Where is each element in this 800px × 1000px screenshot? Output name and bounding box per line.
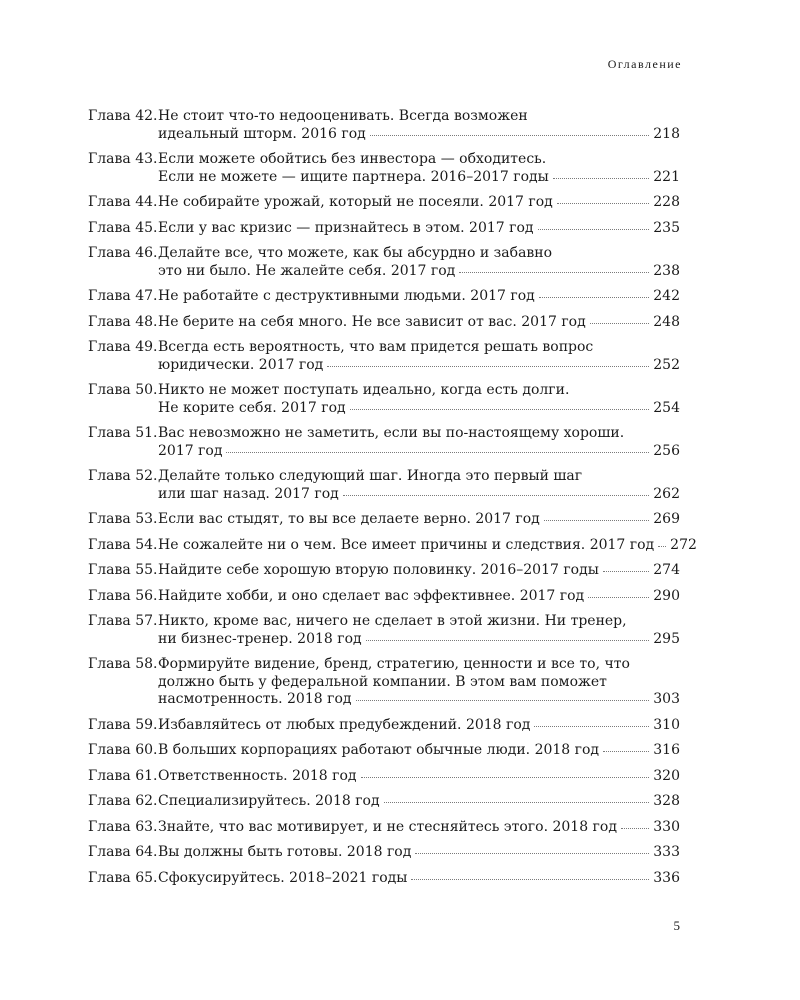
toc-page-number: 330: [653, 818, 680, 835]
toc-page-number: 328: [653, 793, 680, 809]
toc-title-line: Найдите хобби, и оно сделает вас эффективнее. 2017 год: [158, 587, 585, 604]
toc-title-line: Если не можете — ищите партнера. 2016–2017 годы: [158, 168, 549, 185]
toc-page-number: 238: [653, 262, 680, 279]
toc-title-lastline: [158, 631, 680, 649]
toc-title-line: Ответственность. 2018 год: [158, 767, 357, 784]
toc-chapter-label: Глава 55.: [88, 562, 158, 578]
toc-title: [158, 194, 680, 212]
toc-entry: [88, 314, 680, 332]
dot-leader: [361, 777, 650, 778]
toc-title: [158, 717, 680, 735]
toc-chapter-label: Глава 59.: [88, 716, 158, 733]
dot-leader: [534, 726, 649, 727]
dot-leader: [603, 571, 649, 572]
toc-entry: [88, 288, 680, 306]
dot-leader: [459, 272, 649, 273]
toc-title-lastline: [158, 793, 680, 811]
toc-title: [158, 656, 680, 709]
toc-title-lastline: [158, 400, 680, 418]
toc-title-lastline: [158, 263, 680, 281]
toc-title-lastline: [158, 844, 680, 862]
toc-chapter-label: Глава 43.: [88, 151, 158, 167]
toc-title: [158, 768, 680, 786]
toc-title-line: Специализируйтесь. 2018 год: [158, 793, 380, 809]
toc-title-line: Формируйте видение, бренд, стратегию, ценности и все то, что: [158, 656, 630, 672]
toc-title-line: должно быть у федеральной компании. В этом вам поможет: [158, 673, 607, 690]
toc-title: [158, 613, 680, 648]
toc-entry: [88, 819, 680, 837]
toc-page-number: 235: [653, 219, 680, 236]
toc-entry: [88, 425, 680, 460]
toc-entry: [88, 151, 680, 186]
toc-title-line: Вас невозможно не заметить, если вы по-настоящему хороши.: [158, 425, 625, 441]
dot-leader: [538, 229, 650, 230]
toc-title-lastline: [158, 819, 680, 837]
toc-title-line: Делайте все, что можете, как бы абсурдно и забавно: [158, 245, 553, 261]
toc-page-number: 269: [653, 511, 680, 527]
toc-title-line: Не стоит что-то недооценивать. Всегда возможен: [158, 108, 528, 124]
toc-chapter-label: Глава 57.: [88, 613, 158, 629]
toc-entry: [88, 108, 680, 143]
toc-chapter-label: Глава 61.: [88, 767, 158, 784]
toc-title: [158, 314, 680, 332]
toc-page-number: 254: [653, 399, 680, 416]
toc-entry: [88, 768, 680, 786]
toc-entry: [88, 844, 680, 862]
toc-title-line: Если можете обойтись без инвестора — обходитесь.: [158, 151, 547, 167]
toc-page-number: 248: [653, 313, 680, 330]
toc-page-number: 295: [653, 630, 680, 647]
toc-chapter-label: Глава 51.: [88, 425, 158, 441]
dot-leader: [557, 203, 649, 204]
toc-title-line: Если у вас кризис — признайтесь в этом. 2017 год: [158, 219, 534, 236]
toc-page-number: 252: [653, 356, 680, 373]
toc-entry: [88, 339, 680, 374]
toc-chapter-label: Глава 64.: [88, 844, 158, 860]
toc-title-line: Вы должны быть готовы. 2018 год: [158, 844, 412, 860]
toc-chapter-label: Глава 52.: [88, 468, 158, 484]
toc-title-line: Всегда есть вероятность, что вам придется решать вопрос: [158, 339, 594, 355]
toc-title: [158, 220, 680, 238]
toc-title-line: юридически. 2017 год: [158, 356, 324, 373]
table-of-contents: [88, 108, 697, 895]
toc-chapter-label: Глава 62.: [88, 793, 158, 809]
toc-page-number: 274: [653, 562, 680, 578]
toc-title: [158, 151, 680, 186]
toc-chapter-label: Глава 60.: [88, 742, 158, 758]
toc-title-line: Не сожалейте ни о чем. Все имеет причины и следствия. 2017 год: [158, 536, 655, 553]
toc-page-number: 262: [653, 485, 680, 502]
dot-leader: [539, 297, 650, 298]
toc-page-number: 316: [653, 742, 680, 758]
toc-entry: [88, 613, 680, 648]
toc-title: [158, 870, 680, 888]
toc-page-number: 320: [653, 767, 680, 784]
dot-leader: [343, 495, 649, 496]
toc-chapter-label: Глава 54.: [88, 536, 158, 553]
toc-title: [158, 108, 680, 143]
toc-entry: [88, 536, 697, 555]
toc-title-lastline: [158, 691, 680, 709]
toc-title-line: это ни было. Не жалейте себя. 2017 год: [158, 262, 456, 279]
dot-leader: [370, 135, 650, 136]
toc-title-line: Никто, кроме вас, ничего не сделает в этой жизни. Ни тренер,: [158, 613, 627, 629]
toc-title-line: Не берите на себя много. Не все зависит от вас. 2017 год: [158, 313, 586, 330]
toc-title: [158, 793, 680, 811]
toc-chapter-label: Глава 46.: [88, 245, 158, 261]
toc-chapter-label: Глава 63.: [88, 818, 158, 835]
toc-title-lastline: [158, 486, 680, 504]
toc-chapter-label: Глава 49.: [88, 339, 158, 355]
dot-leader: [366, 640, 650, 641]
toc-title-line: Никто не может поступать идеально, когда есть долги.: [158, 382, 570, 398]
toc-title-line: ни бизнес-тренер. 2018 год: [158, 630, 362, 647]
toc-entry: [88, 220, 680, 238]
toc-entry: [88, 562, 680, 580]
toc-entry: [88, 870, 680, 888]
toc-page-number: 333: [653, 844, 680, 860]
toc-chapter-label: Глава 48.: [88, 313, 158, 330]
toc-page-number: 228: [653, 194, 680, 210]
toc-title-line: Сфокусируйтесь. 2018–2021 годы: [158, 869, 408, 886]
toc-title-line: Если вас стыдят, то вы все делаете верно. 2017 год: [158, 511, 540, 527]
toc-page-number: 336: [653, 869, 680, 886]
toc-title-line: идеальный шторм. 2016 год: [158, 125, 366, 142]
toc-page-number: 290: [653, 587, 680, 604]
toc-title-line: или шаг назад. 2017 год: [158, 485, 339, 502]
toc-title-lastline: [158, 742, 680, 760]
toc-title-lastline: [158, 357, 680, 375]
toc-chapter-label: Глава 45.: [88, 219, 158, 236]
toc-title-line: Найдите себе хорошую вторую половинку. 2016–2017 годы: [158, 562, 599, 578]
toc-title-lastline: [158, 870, 680, 888]
toc-title-line: Избавляйтесь от любых предубеждений. 2018 год: [158, 716, 531, 733]
toc-entry: [88, 793, 680, 811]
toc-entry: [88, 717, 680, 735]
toc-title-lastline: [158, 220, 680, 238]
toc-title-lastline: [158, 717, 680, 735]
toc-title: [158, 511, 680, 529]
toc-entry: [88, 511, 680, 529]
toc-title-lastline: [158, 511, 680, 529]
toc-entry: [88, 245, 680, 280]
toc-entry: [88, 588, 680, 606]
dot-leader: [350, 409, 650, 410]
running-head: Оглавление: [607, 57, 682, 71]
toc-title: [158, 245, 680, 280]
toc-title-line: Делайте только следующий шаг. Иногда это первый шаг: [158, 468, 583, 484]
toc-title: [158, 288, 680, 306]
toc-entry: [88, 742, 680, 760]
toc-chapter-label: Глава 44.: [88, 194, 158, 210]
toc-title-lastline: [158, 536, 697, 555]
dot-leader: [544, 520, 649, 521]
toc-entry: [88, 194, 680, 212]
toc-page-number: 272: [670, 536, 697, 553]
toc-entry: [88, 656, 680, 709]
toc-title-line: Не работайте с деструктивными людьми. 2017 год: [158, 288, 535, 304]
toc-chapter-label: Глава 56.: [88, 587, 158, 604]
dot-leader: [553, 178, 649, 179]
toc-title-lastline: [158, 314, 680, 332]
toc-chapter-label: Глава 42.: [88, 108, 158, 124]
toc-chapter-label: Глава 47.: [88, 288, 158, 304]
toc-title-lastline: [158, 768, 680, 786]
toc-title-lastline: [158, 126, 680, 144]
dot-leader: [327, 366, 649, 367]
toc-title: [158, 562, 680, 580]
dot-leader: [384, 802, 650, 803]
toc-title: [158, 819, 680, 837]
dot-leader: [658, 546, 666, 547]
toc-page-number: 303: [653, 691, 680, 707]
toc-title-lastline: [158, 443, 680, 461]
dot-leader: [226, 452, 649, 453]
toc-chapter-label: Глава 58.: [88, 656, 158, 672]
page-number: 5: [673, 918, 680, 933]
toc-title-line: насмотренность. 2018 год: [158, 691, 352, 707]
toc-title: [158, 339, 680, 374]
toc-page-number: 218: [653, 125, 680, 142]
toc-title: [158, 844, 680, 862]
dot-leader: [621, 828, 649, 829]
toc-chapter-label: Глава 50.: [88, 382, 158, 398]
toc-title-line: В больших корпорациях работают обычные люди. 2018 год: [158, 742, 600, 758]
toc-chapter-label: Глава 65.: [88, 869, 158, 886]
toc-title: [158, 425, 680, 460]
toc-entry: [88, 468, 680, 503]
toc-title: [158, 742, 680, 760]
dot-leader: [411, 879, 649, 880]
toc-page-number: 242: [653, 288, 680, 304]
toc-title-lastline: [158, 194, 680, 212]
toc-title-line: Не корите себя. 2017 год: [158, 399, 346, 416]
toc-title: [158, 468, 680, 503]
toc-title: [158, 588, 680, 606]
toc-title-line: 2017 год: [158, 442, 223, 459]
toc-page-number: 256: [653, 442, 680, 459]
toc-chapter-label: Глава 53.: [88, 511, 158, 527]
toc-title-lastline: [158, 288, 680, 306]
dot-leader: [603, 751, 649, 752]
toc-page-number: 221: [653, 168, 680, 185]
toc-title-lastline: [158, 562, 680, 580]
toc-title-line: Не собирайте урожай, который не посеяли. 2017 год: [158, 194, 553, 210]
toc-title-line: Знайте, что вас мотивирует, и не стесняйтесь этого. 2018 год: [158, 818, 617, 835]
dot-leader: [590, 323, 650, 324]
dot-leader: [356, 700, 650, 701]
toc-page-number: 310: [653, 716, 680, 733]
toc-title: [158, 382, 680, 417]
dot-leader: [415, 853, 649, 854]
dot-leader: [588, 597, 649, 598]
toc-entry: [88, 382, 680, 417]
toc-title-lastline: [158, 588, 680, 606]
toc-title: [158, 536, 697, 555]
toc-title-lastline: [158, 169, 680, 187]
